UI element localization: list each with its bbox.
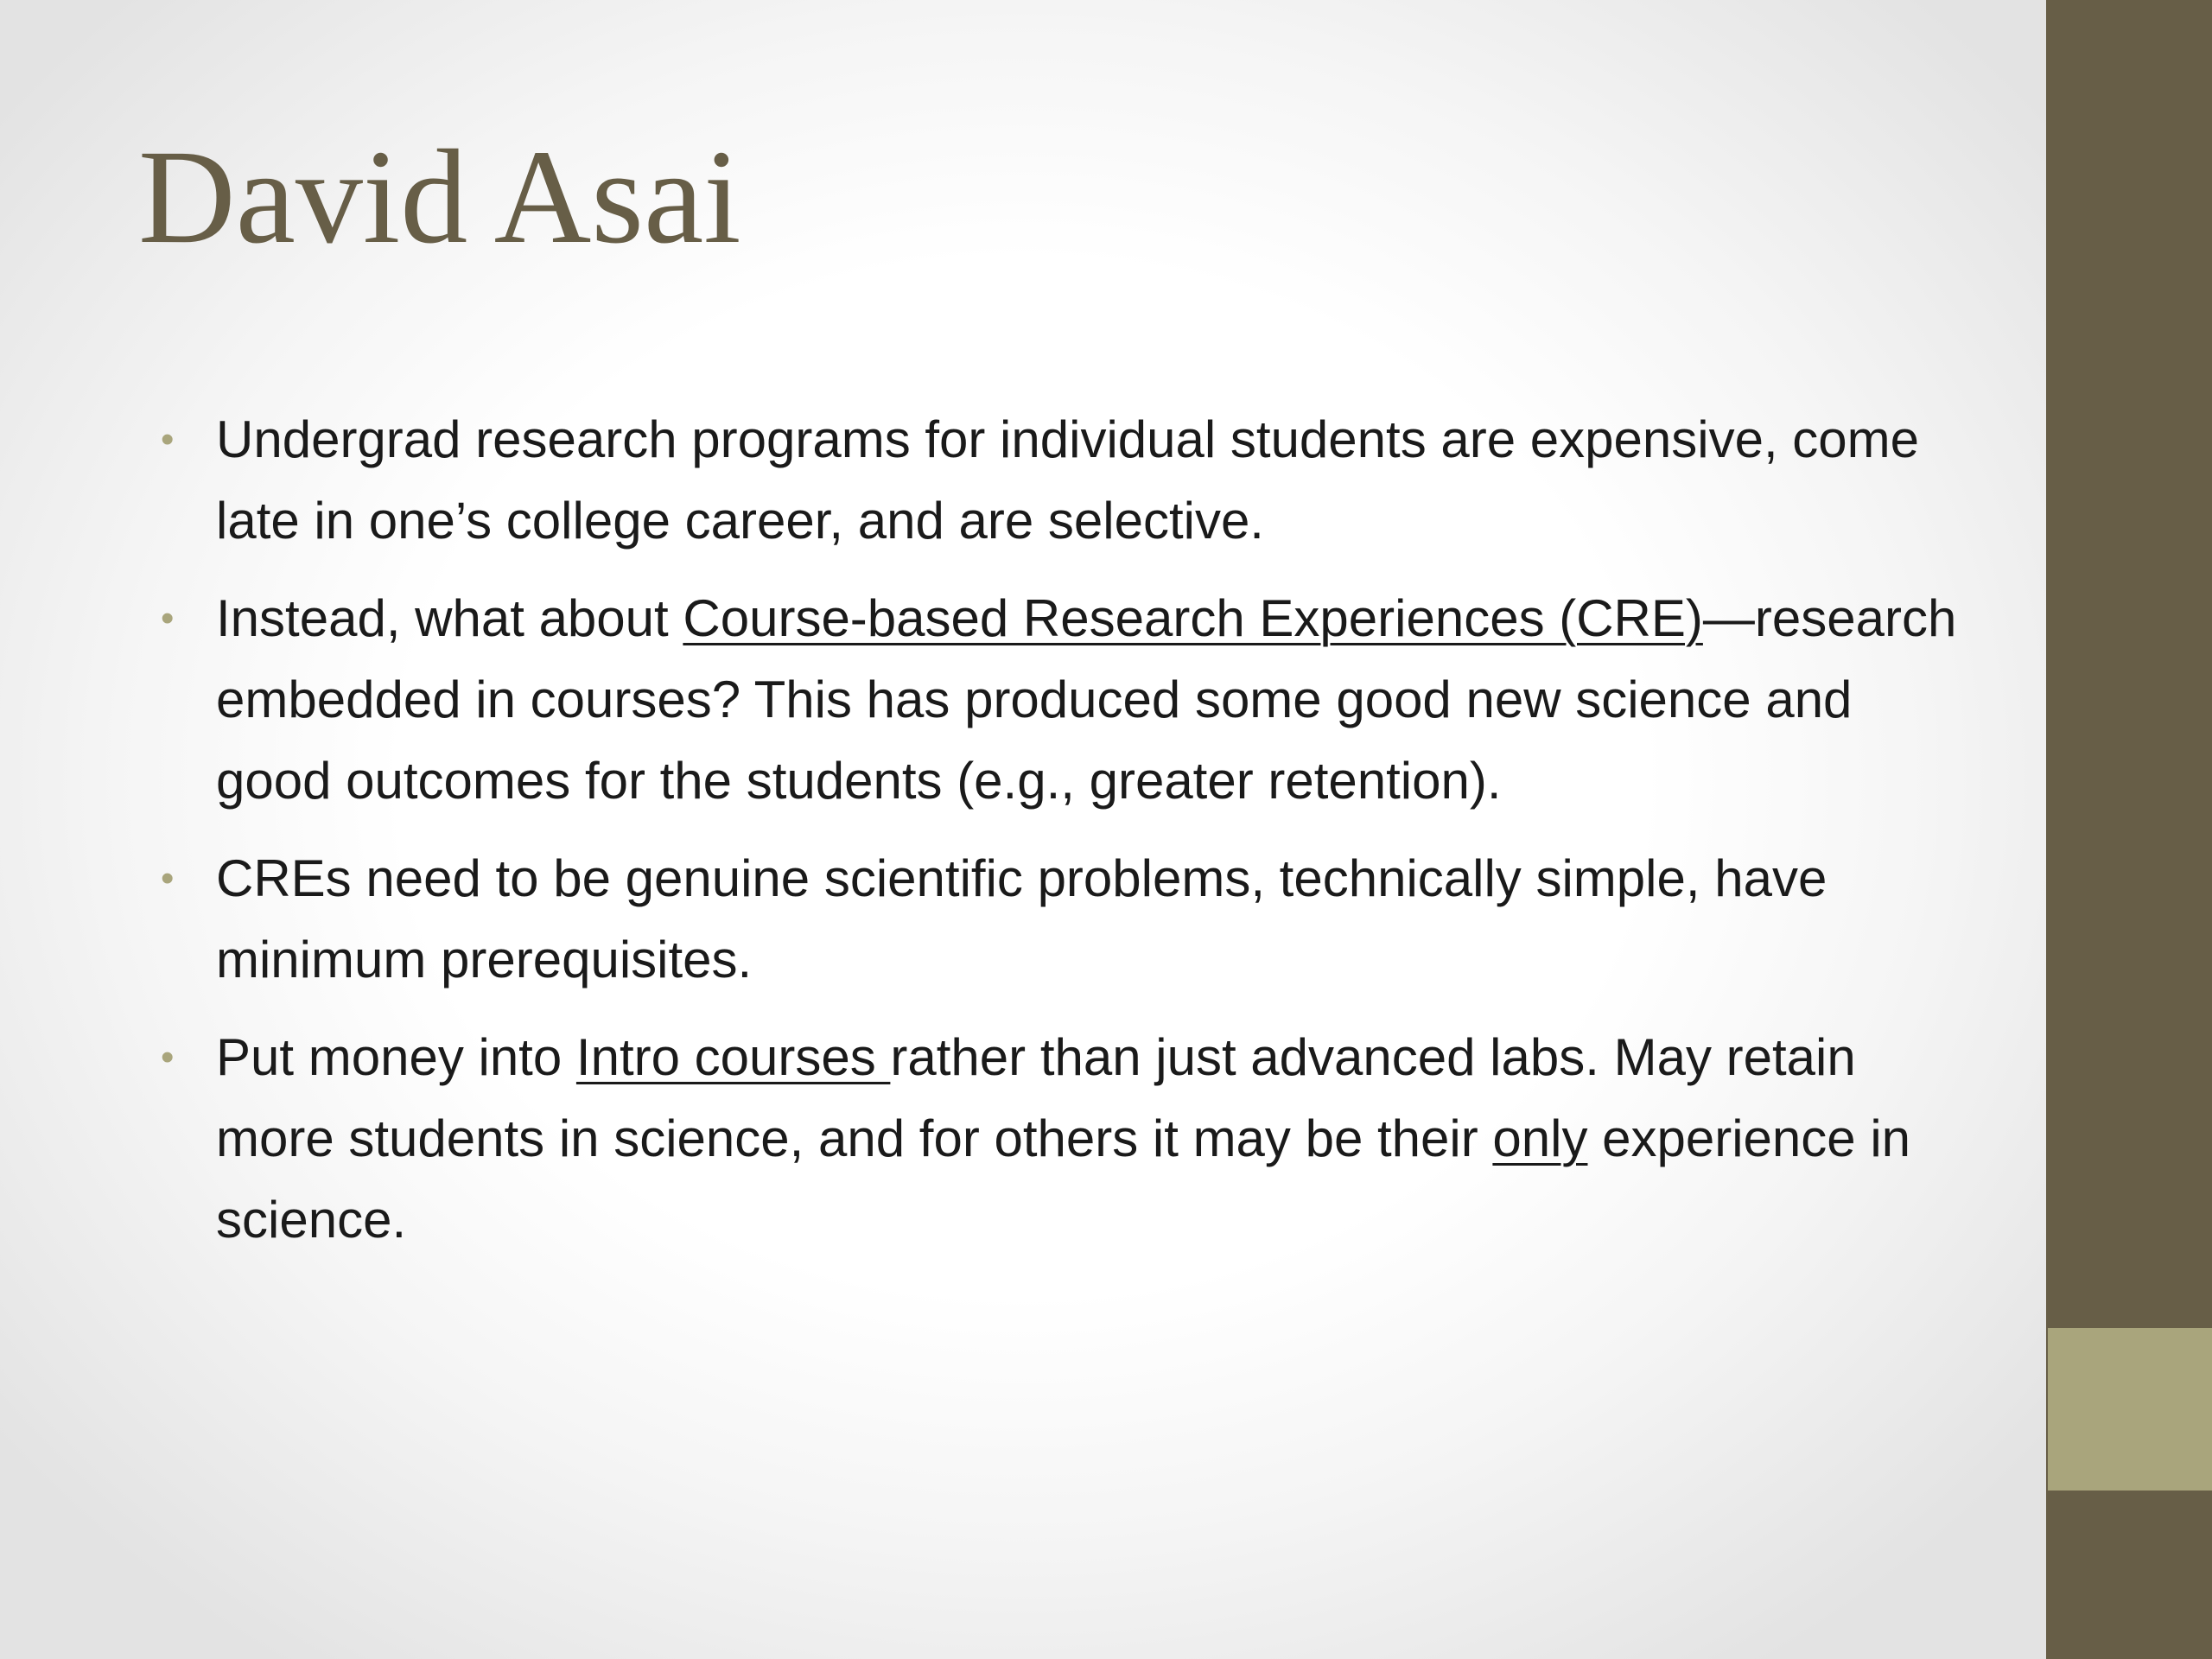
bullet-dot-icon: • [161,418,175,461]
underlined-term: only [1492,1109,1588,1167]
bullet-dot-icon: • [161,1036,175,1078]
bullet-item [161,399,1961,562]
bullet-dot-icon: • [161,597,175,639]
slide-title: David Asai [138,122,741,271]
bullet-item [161,1017,1961,1261]
bullet-text: CREs need to be genuine scientific problems, technically simple, have minimum prerequisites. [216,849,1827,988]
bullet-text: —research embedded in courses? This has produced some good new science and good outcomes for the students (e.g., greater retention). [216,589,1957,810]
bullet-text: Undergrad research programs for individual students are expensive, come late in one’s college career, and are selective. [216,410,1920,550]
bullet-text: experience in science. [216,1109,1911,1249]
bullet-text: Put money into [216,1028,576,1086]
underlined-term: Course-based Research Experiences (CRE) [683,589,1703,647]
bullet-list [161,399,1961,1277]
bullet-text: rather than just advanced labs. May retain more students in science, and for others it may be their [216,1028,1856,1167]
bullet-item [161,578,1961,822]
bullet-item [161,838,1961,1001]
underlined-term: Intro courses [575,1028,891,1086]
side-accent-block [2048,1328,2212,1491]
bullet-dot-icon: • [161,857,175,899]
bullet-text: Instead, what about [216,589,683,647]
